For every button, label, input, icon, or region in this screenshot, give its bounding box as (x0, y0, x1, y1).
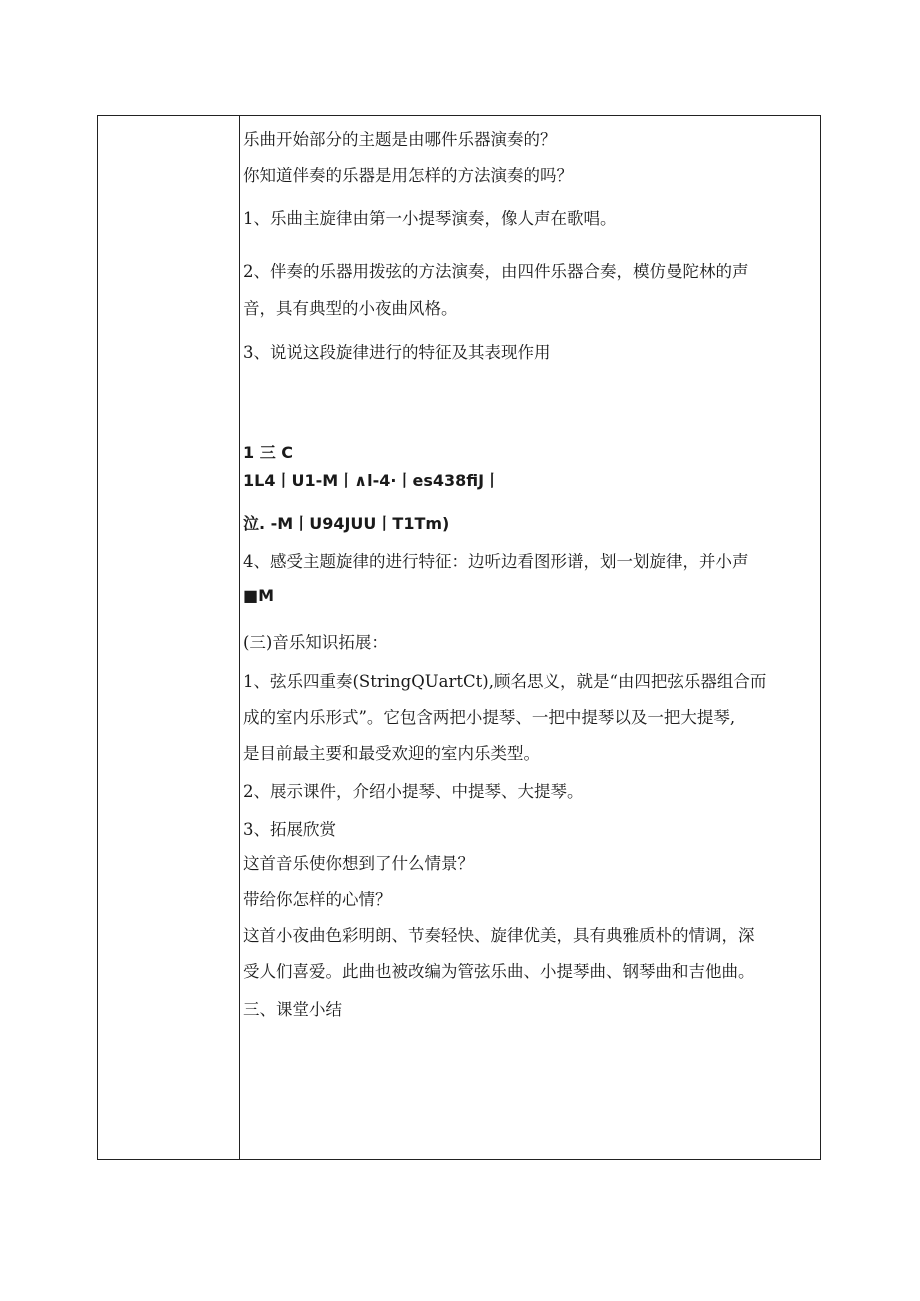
question-theme-instrument: 乐曲开始部分的主题是由哪件乐器演奏的？ (243, 130, 557, 149)
question-scene: 这首音乐使你想到了什么情景？ (243, 854, 474, 873)
content-cell (241, 116, 820, 1159)
item-2-show-courseware: 2、展示课件，介绍小提琴、中提琴、大提琴。 (243, 782, 584, 801)
notation-key-line: 1 三 C (243, 443, 294, 462)
section-summary-heading: 三、课堂小结 (243, 1000, 342, 1019)
string-quartet-definition-2: 成的室内乐形式”。它包含两把小提琴、一把中提琴以及一把大提琴, (243, 708, 736, 727)
serenade-description: 这首小夜曲色彩明朗、节奏轻快、旋律优美，具有典雅质朴的情调，深 (243, 926, 755, 945)
answer-2-accompaniment: 2、伴奏的乐器用拨弦的方法演奏，由四件乐器合奏，模仿曼陀林的声 (243, 262, 749, 281)
string-quartet-definition: 1、弦乐四重奏(StringQUartCt),顾名思义，就是“由四把弦乐器组合而 (243, 672, 767, 691)
answer-1-main-melody: 1、乐曲主旋律由第一小提琴演奏，像人声在歌唱。 (243, 209, 617, 228)
question-mood: 带给你怎样的心情？ (243, 890, 392, 909)
notation-measure-line-1: 1L4丨U1-M丨∧l-4·丨es438fiJ丨 (243, 471, 501, 490)
item-4-continuation: ■M (243, 586, 275, 605)
lesson-table (97, 115, 821, 1160)
item-3-melody-features: 3、说说这段旋律进行的特征及其表现作用 (243, 343, 551, 362)
item-3-extended-listening: 3、拓展欣赏 (243, 820, 336, 839)
answer-2-continuation: 音，具有典型的小夜曲风格。 (243, 299, 458, 318)
string-quartet-definition-3: 是目前最主要和最受欢迎的室内乐类型。 (243, 744, 540, 763)
serenade-description-2: 受人们喜爱。此曲也被改编为管弦乐曲、小提琴曲、钢琴曲和吉他曲。 (243, 962, 755, 981)
notation-measure-line-2: 泣. -M丨U94JUU丨T1Tm) (243, 514, 450, 533)
left-column-cell (98, 116, 240, 1159)
section-3-heading: (三)音乐知识拓展： (243, 633, 388, 652)
item-4-feel-theme: 4、感受主题旋律的进行特征：边听边看图形谱，划一划旋律，并小声 (243, 552, 749, 571)
question-accompaniment-method: 你知道伴奏的乐器是用怎样的方法演奏的吗？ (243, 166, 573, 185)
